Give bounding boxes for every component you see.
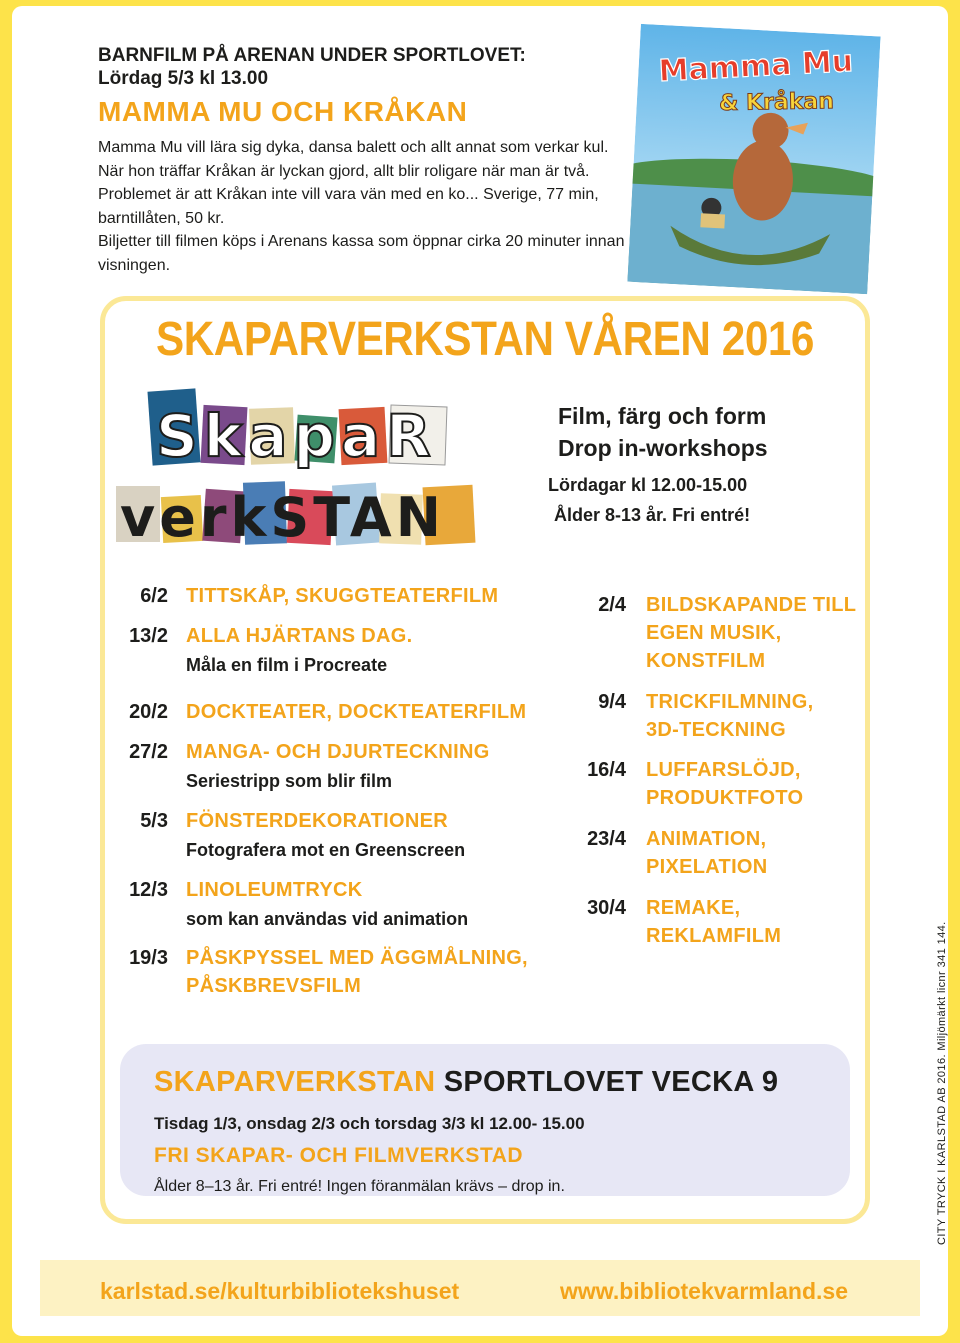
barnfilm-heading: BARNFILM PÅ ARENAN UNDER SPORTLOVET:: [98, 45, 526, 66]
sportlov-dates: Tisdag 1/3, onsdag 2/3 och torsdag 3/3 kl 12.00- 15.00: [154, 1114, 585, 1133]
schedule-activity: ALLA HJÄRTANS DAG.: [186, 625, 413, 647]
schedule-item: [112, 582, 498, 610]
schedule-date: 23/4: [587, 828, 626, 850]
schedule-item: [112, 698, 526, 726]
poster-title-2: & Kråkan: [718, 89, 835, 117]
schedule-item: [564, 756, 846, 812]
film-description-block: [98, 136, 638, 277]
print-note: CITY TRYCK I KARLSTAD AB 2016. Miljömärkt licnr 341 144.: [936, 921, 948, 1245]
schedule-date: 2/4: [598, 594, 626, 616]
schedule-subtitle: som kan användas vid animation: [186, 909, 469, 929]
schedule-item: [564, 894, 826, 950]
info-line-4: Ålder 8-13 år. Fri entré!: [554, 505, 751, 525]
schedule-date: 9/4: [598, 691, 626, 713]
schedule-activity: FÖNSTERDEKORATIONER: [186, 810, 448, 832]
schedule-item: [112, 807, 465, 865]
workshop-info: [548, 400, 818, 530]
logo-word-1: SkapaR: [156, 402, 437, 470]
skaparverkstan-logo: [116, 386, 496, 556]
schedule-date: 16/4: [587, 759, 626, 781]
schedule-activity: BILDSKAPANDE TILL EGEN MUSIK, KONSTFILM: [646, 594, 856, 672]
schedule-activity: TRICKFILMNING, 3D-TECKNING: [646, 691, 814, 741]
schedule-item: [564, 688, 846, 744]
sportlov-age: Ålder 8–13 år. Fri entré! Ingen föranmälan krävs – drop in.: [154, 1178, 565, 1195]
schedule-item: [564, 825, 826, 881]
sportlov-title-a: SKAPARVERKSTAN: [154, 1066, 436, 1098]
schedule-subtitle: Fotografera mot en Greenscreen: [186, 840, 466, 860]
info-line-2: Drop in-workshops: [558, 435, 768, 461]
schedule-item: [112, 622, 413, 680]
schedule-activity: LUFFARSLÖJD, PRODUKTFOTO: [646, 759, 804, 809]
schedule-activity: TITTSKÅP, SKUGGTEATERFILM: [186, 585, 499, 607]
schedule-item: [564, 591, 866, 675]
footer-link-bibliotekvarmland[interactable]: www.bibliotekvarmland.se: [560, 1278, 849, 1304]
schedule-activity: MANGA- OCH DJURTECKNING: [186, 741, 490, 763]
ticket-info: Biljetter till filmen köps i Arenans kassa som öppnar cirka 20 minuter innan visningen.: [98, 233, 625, 274]
film-title: MAMMA MU OCH KRÅKAN: [98, 96, 468, 127]
sportlov-free: FRI SKAPAR- OCH FILMVERKSTAD: [154, 1144, 524, 1167]
schedule-activity: DOCKTEATER, DOCKTEATERFILM: [186, 701, 527, 723]
schedule-activity: ANIMATION, PIXELATION: [646, 828, 768, 878]
schedule-date: 12/3: [129, 879, 168, 901]
barnfilm-date: Lördag 5/3 kl 13.00: [98, 68, 269, 89]
schedule-date: 30/4: [587, 897, 626, 919]
schedule-item: [112, 876, 468, 934]
poster-title-1: Mamma Mu: [657, 43, 854, 90]
film-poster: [627, 24, 880, 294]
schedule-date: 27/2: [129, 741, 168, 763]
footer-link-kulturbibliotekshuset[interactable]: karlstad.se/kulturbibliotekshuset: [100, 1278, 460, 1304]
schedule-date: 13/2: [129, 625, 168, 647]
film-description: Mamma Mu vill lära sig dyka, dansa balett och allt annat som verkar kul. När hon träffar Kråkan är lyckan gjord, allt blir roligare när man är två. Problemet är att Kråkan inte vill vara vän med en ko... Sverige, 77 min, barntillåten, 50 kr.: [98, 139, 609, 227]
schedule-date: 5/3: [140, 810, 168, 832]
schedule-activity: LINOLEUMTRYCK: [186, 879, 363, 901]
sportlov-title-b: SPORTLOVET VECKA 9: [443, 1066, 779, 1098]
info-line-1: Film, färg och form: [558, 403, 767, 429]
sportlov-title: [154, 1066, 778, 1099]
barnfilm-header: [98, 44, 618, 90]
schedule-date: 20/2: [129, 701, 168, 723]
schedule-item: [112, 738, 490, 796]
schedule-date: 6/2: [140, 585, 168, 607]
schedule-activity: PÅSKPYSSEL MED ÄGGMÅLNING, PÅSKBREVSFILM: [186, 947, 528, 997]
schedule-subtitle: Måla en film i Procreate: [186, 655, 388, 675]
schedule-activity: REMAKE, REKLAMFILM: [646, 897, 782, 947]
schedule-item: [112, 944, 572, 1000]
schedule-date: 19/3: [129, 947, 168, 969]
info-line-3: Lördagar kl 12.00-15.00: [548, 475, 748, 495]
schedule-subtitle: Seriestripp som blir film: [186, 771, 393, 791]
skaparverkstan-title: SKAPARVERKSTAN VÅREN 2016: [156, 313, 814, 366]
logo-word-2: verkSTAN: [120, 486, 445, 549]
